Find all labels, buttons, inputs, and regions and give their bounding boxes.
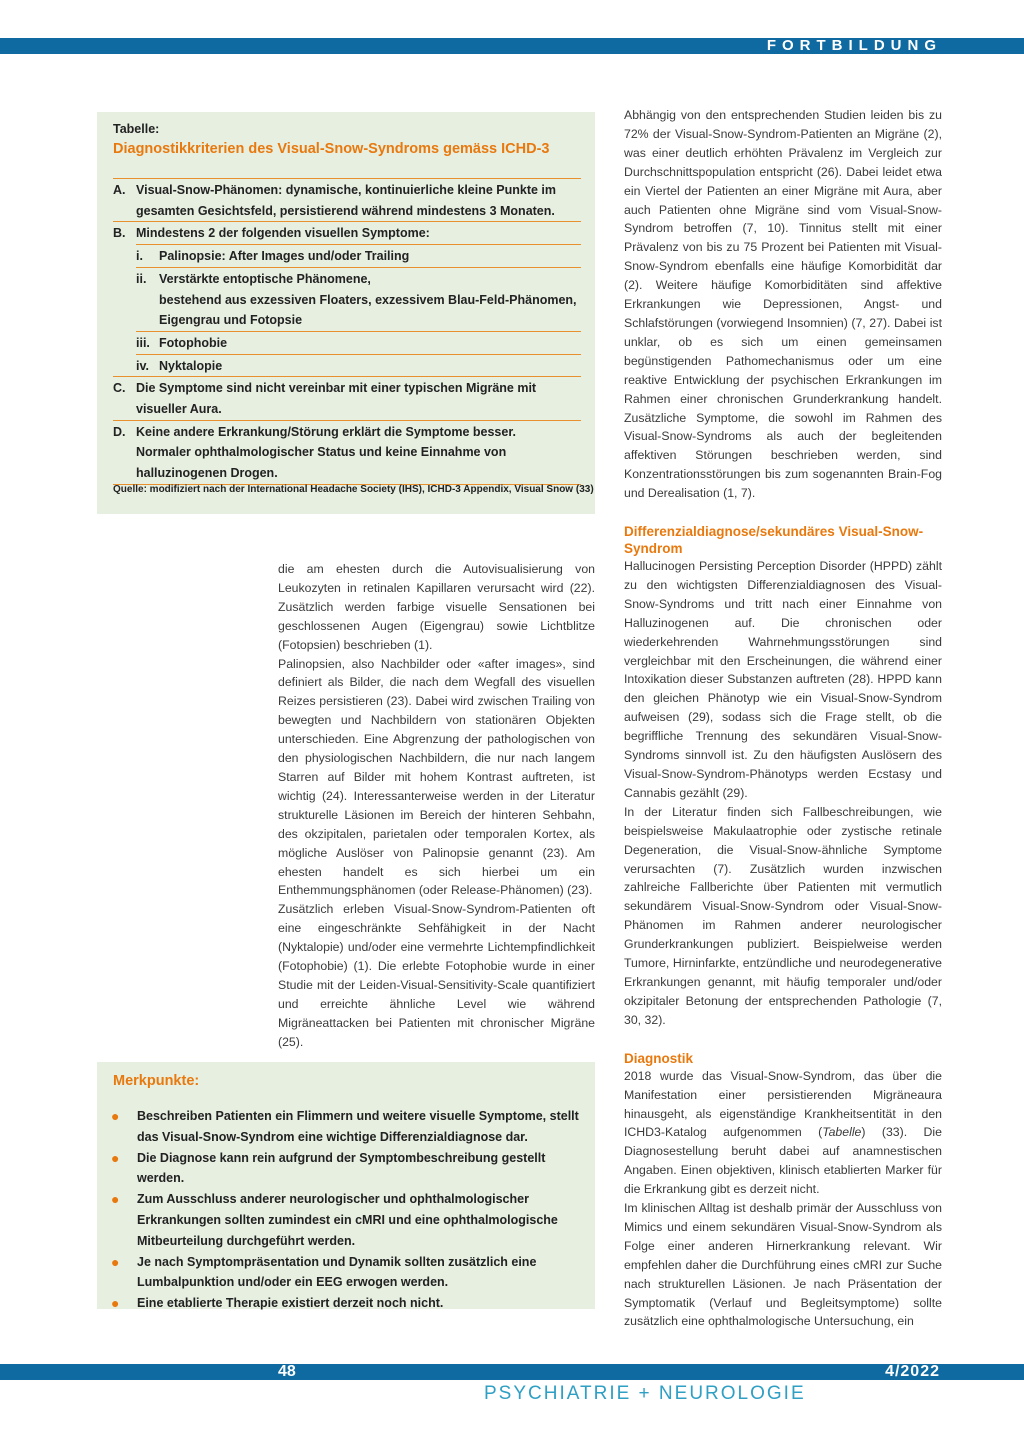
key-point-text: Zum Ausschluss anderer neurologischer und ophthalmologischer Erkrankungen sollten zumindest ein cMRI und eine ophthalmologische Mitbeurteilung durchgeführt werden. (137, 1192, 558, 1248)
key-point-text: Je nach Symptompräsentation und Dynamik sollten zusätzlich eine Lumbalpunktion und/oder ein EEG erwogen werden. (137, 1254, 537, 1290)
key-point (111, 1293, 579, 1314)
body-paragraph: In der Literatur finden sich Fallbeschreibungen, wie beispielsweise Makulaatrophie oder zystische retinale Degeneration, die Visual-Snow-ähnliche Symptome verursachten (7). Zusätzlich wurden inzwischen zahlreiche Fallberichte über Patienten mit vermutlich sekundärem Visual-Snow-Syndrom oder Visual-Snow-Phänomen im Rahmen anderer neurologischer Grunderkrankungen publiziert. Beispielweise werden Tumore, Hirninfarkte, entzündliche und neurodegenerative Erkrankungen genannt, mit häufig temporaler und/oder okzipitaler Betonung der entsprechenden Pathologie (7, 30, 32). (624, 804, 942, 1027)
criterion-text-line: Normaler ophthalmologischer Status und keine Einnahme von halluzinogenen Drogen. (136, 445, 507, 481)
criterion-marker: D. (113, 424, 126, 439)
criterion-marker: A. (113, 183, 126, 197)
criterion-marker: iii. (136, 335, 150, 350)
footer-bar (0, 1364, 1024, 1380)
table-source: Quelle: modifiziert nach der International Headache Society (IHS), ICHD-3 Appendix, Visual Snow (33) (113, 484, 594, 495)
body-paragraph: Abhängig von den entsprechenden Studien leiden bis zu 72% der Visual-Snow-Syndrom-Patienten an Migräne (2), was einer deutlich erhöhten Prävalenz im Vergleich zur Durchschnittspopulation entspricht (26). Dabei leidet etwa ein Viertel der Patienten an einer Migräne mit Aura, aber auch Patienten ohne Migräne sind vom Visual-Snow-Syndrom betroffen (7, 10). Tinnitus stellt mit einer Prävalenz von bis zu 75 Prozent bei Patienten mit Visual-Snow-Syndrom ebenfalls eine häufige Komorbidität dar (2). Weitere häufige Komorbiditäten sind affektive Erkrankungen wie Depressionen, Angst- und Schlafstörungen (vorwiegend Insomnien) (7, 27). Dabei ist unklar, ob es sich um einen gemeinsamen begünstigenden Pathomechanismus oder um eine reaktive Entwicklung der psychischen Erkrankungen im Rahmen einer chronischen Grunderkrankung handelt. Zusätzliche Symptome, die sowohl im Rahmen des Visual-Snow-Syndroms als auch der begleitenden affektiven Störungen beschrieben werden, sind Konzentrationsstörungen bis zum sogenannten Brain-Fog und Derealisation (1, 7). (624, 108, 942, 501)
bullet-icon: ● (111, 1295, 120, 1312)
body-paragraph: Zusätzlich erleben Visual-Snow-Syndrom-Patienten oft eine eingeschränkte Sehfähigkeit in der Nacht (Nyktalopie) und/oder eine vermehrte Lichtempfindlichkeit (Fotophobie) (1). Die erlebte Fotophobie wurde in einer Studie mit der Leiden-Visual-Sensitivity-Scale quantifiziert und erreichte ähnliche Level wie während Migräneattacken bei Patienten mit chronischer Migräne (25). (278, 902, 595, 1049)
page-number: 48 (278, 1363, 296, 1380)
section-heading: Diagnostik (624, 1050, 694, 1066)
criterion-text-line: bestehend aus exzessiven Floaters, exzessivem Blau-Feld-Phänomen, Eigengrau und Fotopsie (159, 292, 577, 328)
criterion-text: Fotophobie (159, 335, 228, 350)
bullet-icon: ● (111, 1191, 120, 1208)
criterion-subrow (136, 354, 581, 377)
criterion-subrow (136, 267, 581, 331)
key-points-box (97, 1062, 595, 1312)
key-point (111, 1252, 579, 1294)
middle-column (278, 560, 595, 1052)
key-point-text: Die Diagnose kann rein aufgrund der Symptombeschreibung gestellt werden. (137, 1150, 546, 1186)
journal-title: PSYCHIATRIE + NEUROLOGIE (484, 1383, 806, 1404)
criteria-list (113, 178, 581, 485)
body-paragraph: Palinopsien, also Nachbilder oder «after images», sind definiert als Bilder, die nach dem Wegfall des visuellen Reizes persistieren (23). Dabei wird zwischen Trailing von bewegten und Nachbildern von stationären Objekten unterschieden. Eine Abgrenzung der pathologischen von den physiologischen Nachbildern, die nur nach langem Starren auf Bilder mit hohem Kontrast auftreten, ist wichtig (24). Interessanterweise werden in der Literatur strukturelle Läsionen im Bereich der hinteren Sehbahn, des okzipitalen, parietalen oder temporalen Kortex, als mögliche Auslöser von Palinopsie genannt (23). Am ehesten handelt es sich hierbei um ein Enthemmungsphänomen (oder Release-Phänomen) (23). (278, 656, 595, 898)
criterion-marker: iv. (136, 358, 149, 373)
criterion-text: Mindestens 2 der folgenden visuellen Symptome: (136, 226, 430, 241)
criterion-text-line: Verstärkte entoptische Phänomene, (159, 271, 371, 286)
key-points-title: Merkpunkte: (113, 1073, 200, 1089)
body-paragraph: Hallucinogen Persisting Perception Disorder (HPPD) zählt zu den wichtigsten Differenzialdiagnosen des Visual-Snow-Syndroms und tritt nach einer Einnahme von Halluzinogenen auf. Die chronischen oder wiederkehrenden Wahrnehmungsstörungen sind vergleichbar mit den Erscheinungen, die während einer Intoxikation dieser Substanzen auftreten (28). HPPD kann den gleichen Phänotyp wie ein Visual-Snow-Syndrom aufweisen (29), sodass sich die Frage stellt, ob die begriffliche Trennung des sekundären Visual-Snow-Syndroms sinnvoll ist. Zu den häufigsten Auslösern des Visual-Snow-Syndrom-Phänotyps werden Ecstasy und Cannabis gezählt (29). (624, 559, 942, 800)
key-point (111, 1148, 579, 1190)
section-header-bar (0, 38, 1024, 54)
criterion-row (113, 420, 581, 485)
criterion-text: Visual-Snow-Phänomen: dynamische, kontinuierliche kleine Punkte im gesamten Gesichtsfeld, persistierend während mindestens 3 Monaten. (136, 183, 557, 218)
body-paragraph (624, 1067, 942, 1199)
text-run: 2018 wurde das Visual-Snow-Syndrom, das über die Manifestation einer persistierenden Migräneaura hinausgeht, als eigenständige Krankheitsentität in den ICHD3-Katalog aufgenommen ( (624, 1068, 942, 1140)
table-label: Tabelle: (113, 122, 160, 136)
criterion-marker: ii. (136, 271, 147, 286)
section-heading: Differenzialdiagnose/sekundäres Visual-Snow-Syndrom (624, 524, 924, 557)
issue-number: 4/2022 (885, 1363, 940, 1380)
body-paragraph: die am ehesten durch die Autovisualisierung von Leukozyten in retinalen Kapillaren verursacht wird (22). Zusätzlich werden farbige visuelle Sensationen bei geschlossenen Augen (Eigengrau) sowie Lichtblitze (Fotopsien) beschrieben (1). (278, 562, 595, 652)
criterion-text (136, 422, 581, 484)
bullet-icon: ● (111, 1253, 120, 1270)
criterion-subrow (136, 244, 581, 267)
criterion-text: Palinopsie: After Images und/oder Trailing (159, 249, 410, 264)
criterion-text: Die Symptome sind nicht vereinbar mit einer typischen Migräne mit visueller Aura. (136, 381, 537, 417)
text-run: ) (33). Die Diagnosestellung beruht dabei auf anamnestischen Angaben. Einen objektiven, klinisch etablierten Marker für die Erkrankung gibt es derzeit nicht. (624, 1125, 942, 1197)
criterion-subrow (136, 331, 581, 354)
criterion-marker: i. (136, 249, 143, 264)
table-reference: Tabelle (822, 1125, 862, 1140)
key-point (111, 1106, 579, 1148)
section-label: FORTBILDUNG (766, 37, 942, 54)
key-point-text: Eine etablierte Therapie existiert derzeit noch nicht. (137, 1296, 444, 1311)
criterion-row (113, 376, 581, 419)
criterion-row (113, 178, 581, 221)
criterion-row (113, 221, 581, 244)
bullet-icon: ● (111, 1149, 120, 1166)
criterion-marker: C. (113, 381, 126, 396)
bullet-icon: ● (111, 1108, 120, 1124)
criteria-table-box (97, 112, 595, 514)
criterion-marker: B. (113, 226, 126, 241)
criterion-text: Nyktalopie (159, 358, 223, 373)
table-title: Diagnostikkriterien des Visual-Snow-Syndroms gemäss ICHD-3 (113, 141, 550, 157)
body-paragraph: Im klinischen Alltag ist deshalb primär der Ausschluss von Mimics und einem sekundären Visual-Snow-Syndrom als Folge einer anderen Hirnerkrankung relevant. Wir empfehlen daher die Durchführung eines cMRI zur Suche nach strukturellen Läsionen. Je nach Präsentation der Symptomatik (Verlauf und Begleitsymptome) sollte zusätzlich eine ophthalmologische Untersuchung, ein (624, 1201, 942, 1329)
key-point-text: Beschreiben Patienten ein Flimmern und weitere visuelle Symptome, stellt das Visual-Snow-Syndrom eine wichtige Differenzialdiagnose dar. (137, 1109, 579, 1144)
right-column (624, 106, 942, 1331)
key-points-list (111, 1106, 579, 1314)
criterion-text-line: Keine andere Erkrankung/Störung erklärt die Symptome besser. (136, 424, 516, 439)
key-point (111, 1189, 579, 1251)
criterion-text (159, 269, 581, 331)
